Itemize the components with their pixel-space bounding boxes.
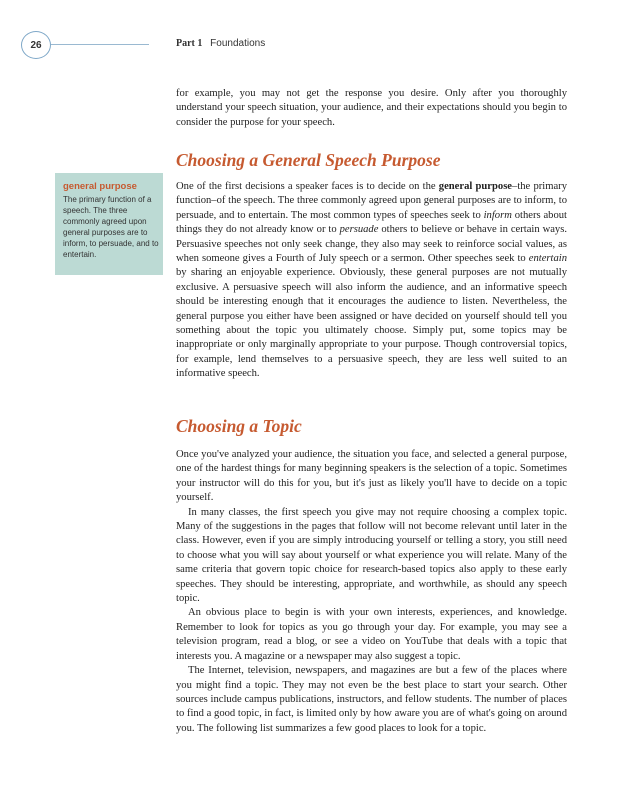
- part-label: Part 1: [176, 38, 203, 49]
- header-rule: [51, 44, 149, 45]
- general-purpose-text: [176, 180, 567, 382]
- margin-glossary-note: [55, 173, 163, 275]
- topic-paragraph: The Internet, television, newspapers, and magazines are but a few of the places where you might find a topic. They may not even be the best place to start your search. Other sources include campus publications, instructors, and fellow students. The number of places to find a good topic, in fact, is limited only by how aware you are of what's going on around you. The following list summarizes a few good places to look for a topic.: [176, 665, 567, 734]
- text-run: by sharing an enjoyable experience. Obviously, these general purposes are not mutually exclusive. A persuasive speech will also inform the audience, and an informative speech should be interesting enough that it encourages the audience to listen. Nevertheless, the general purpose you either have been assigned or have decided on yourself should tell you something about the topic you ultimately choose. Simply put, some topics may be inappropriate or only marginally appropriate to your purpose. Though controversial topics, for example, lend themselves to a persuasive speech, they are less well suited to an informative speech.: [176, 267, 567, 380]
- topic-paragraph: An obvious place to begin is with your own interests, experiences, and knowledge. Remember to look for topics as you go through your day. For example, you may see a television program, read a blog, or see a video on YouTube that deals with a topic that interests you. A magazine or a newspaper may also suggest a topic.: [176, 607, 567, 662]
- key-term-general-purpose: general purpose: [438, 181, 513, 192]
- glossary-term: general purpose: [63, 181, 137, 192]
- section-heading-choosing-topic: Choosing a Topic: [176, 416, 302, 436]
- page-number: 26: [30, 39, 42, 51]
- emphasis-entertain: entertain: [528, 253, 567, 265]
- general-purpose-paragraph: [176, 180, 567, 382]
- topic-paragraph: In many classes, the first speech you give may not require choosing a complex topic. Many of the suggestions in the pages that follow will not become relevant until later in the class. However, even if you are simply introducing yourself or telling a story, you still need to choose what you will say about yourself or what experience you will relate. Many of the same criteria that govern topic choice for research-based topics also apply to these early speeches. They should be interesting, appropriate, and worthwhile, as should any speech topic.: [176, 506, 567, 605]
- intro-text: [176, 87, 567, 130]
- emphasis-persuade: persuade: [339, 224, 379, 236]
- choosing-topic-text: [176, 448, 567, 736]
- section-label: Foundations: [210, 38, 266, 49]
- intro-paragraph: for example, you may not get the response you desire. Only after you thoroughly understand your speech situation, your audience, and their expectations should you begin to consider the purpose for your speech.: [176, 88, 567, 128]
- glossary-definition: The primary function of a speech. The three commonly agreed upon general purposes are to inform, to persuade, and to entertain.: [63, 195, 159, 259]
- topic-paragraph: Once you've analyzed your audience, the situation you face, and selected a general purpose, one of the hardest things for many beginning speakers is the selection of a topic. Sometimes your instructor will do this for you, but it's just as likely you'll have to decide on a topic yourself.: [176, 449, 567, 504]
- emphasis-inform: inform: [483, 209, 512, 221]
- text-run: others about things they do not already know or to: [176, 209, 568, 236]
- running-head: [176, 38, 265, 49]
- section-heading-general-purpose: Choosing a General Speech Purpose: [176, 150, 441, 170]
- page-number-badge: [21, 31, 51, 59]
- text-run: One of the first decisions a speaker faces is to decide on the: [176, 181, 439, 192]
- text-run: –the primary function–of the speech. The three commonly agreed upon general purposes are to inform, to persuade, and to entertain. The most common types of speeches seek to: [176, 181, 567, 221]
- text-run: others to believe or behave in certain ways. Persuasive speeches not only seek change, they also may seek to reinforce social values, as when someone gives a Fourth of July speech or a sermon. Other speeches seek to: [176, 224, 567, 265]
